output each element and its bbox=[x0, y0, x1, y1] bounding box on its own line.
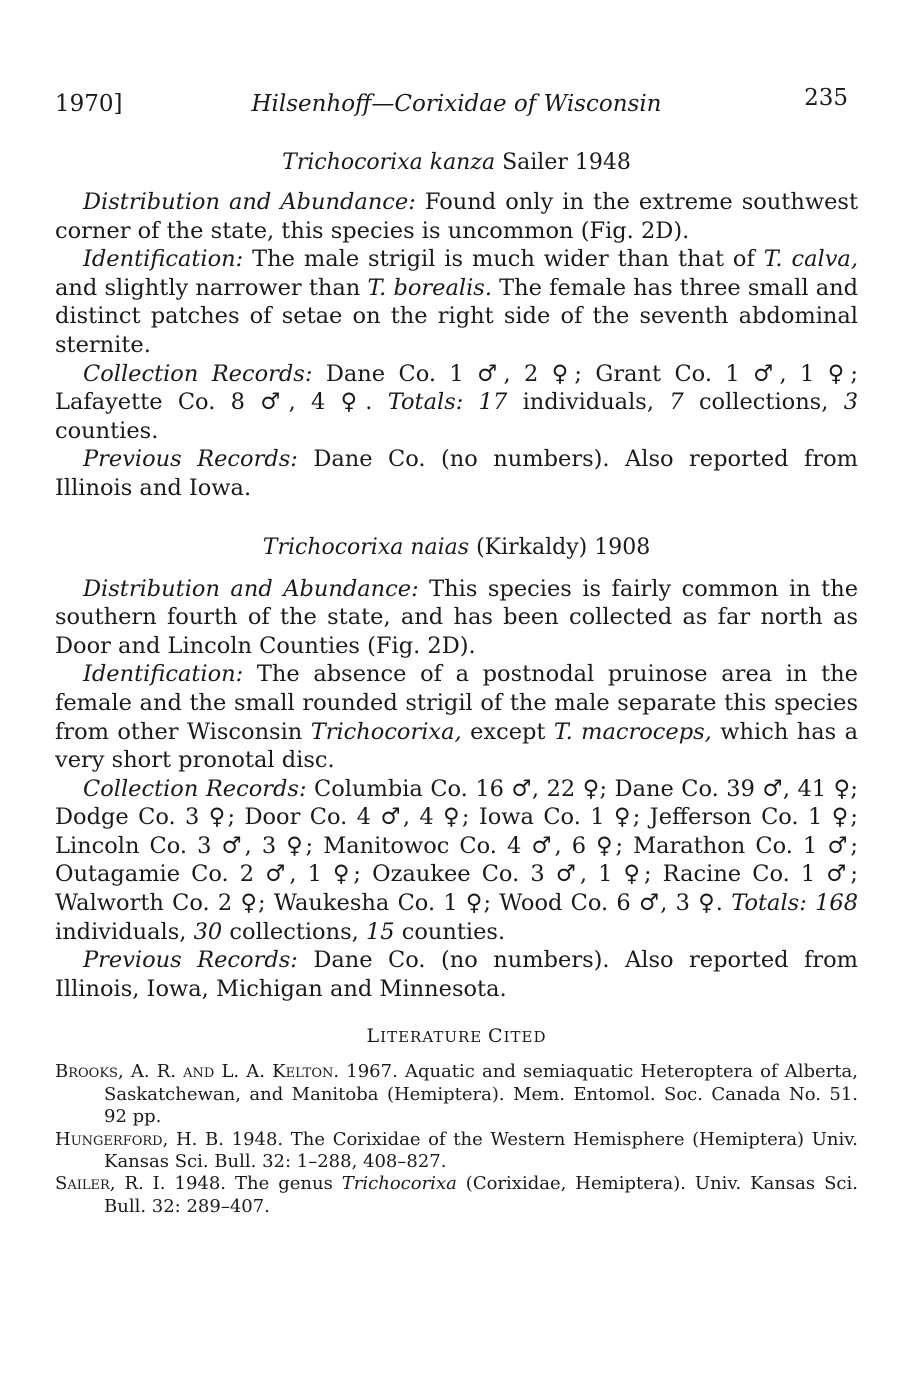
reference-author: Hungerford, H. B. bbox=[55, 1128, 224, 1150]
running-title: Hilsenhoff—Corixidae of Wisconsin bbox=[251, 91, 662, 117]
reference-author: Sailer, R. I. bbox=[55, 1173, 166, 1195]
reference-hungerford bbox=[55, 1129, 858, 1174]
totals-collections: 7 bbox=[669, 389, 684, 416]
species-section-kanza bbox=[55, 148, 858, 503]
totals-text: counties. bbox=[401, 918, 506, 945]
collection-label: Collection Records: bbox=[83, 775, 307, 802]
heading-rest: ITERATURE bbox=[380, 1028, 489, 1047]
identification-label: Identification: bbox=[83, 246, 244, 273]
species-reference: T. calva, bbox=[763, 246, 858, 273]
identification-text: The absence of a postnodal pruinose area in the female and the small rounded strigil of the male separate this species from other Wisconsin bbox=[55, 661, 858, 745]
previous-records-paragraph bbox=[55, 445, 858, 502]
reference-brooks bbox=[55, 1061, 858, 1128]
previous-label: Previous Records: bbox=[83, 446, 298, 473]
collection-paragraph bbox=[55, 360, 858, 446]
collection-label: Collection Records: bbox=[83, 360, 313, 387]
heading-initial: L bbox=[366, 1025, 381, 1048]
distribution-label: Distribution and Abundance: bbox=[83, 189, 416, 215]
literature-cited-heading bbox=[55, 1025, 858, 1047]
species-name: Trichocorixa kanza bbox=[282, 150, 496, 175]
previous-text: Dane Co. (no numbers). Also reported from Illinois, Iowa, Michigan and Minnesota. bbox=[55, 947, 858, 1002]
genus-reference: Trichocorixa, bbox=[310, 718, 462, 745]
reference-sailer bbox=[55, 1173, 858, 1218]
species-heading bbox=[55, 533, 858, 563]
previous-label: Previous Records: bbox=[83, 947, 298, 974]
running-head bbox=[55, 85, 858, 121]
totals-text: collections, bbox=[698, 389, 829, 416]
distribution-text: This species is fairly common in the southern fourth of the state, and has been collected as far north as Door and Lincoln Counties (Fig. 2D). bbox=[55, 575, 859, 659]
reference-author: Brooks, A. R. and L. A. Kelton. bbox=[55, 1061, 340, 1083]
totals-text: collections, bbox=[229, 918, 359, 945]
species-name: Trichocorixa naias bbox=[262, 534, 470, 560]
distribution-paragraph bbox=[55, 575, 858, 661]
totals-individuals: 17 bbox=[478, 389, 508, 416]
totals-text: individuals, bbox=[522, 389, 654, 416]
totals-text: counties. bbox=[55, 417, 159, 444]
identification-text: and slightly narrower than bbox=[55, 274, 361, 301]
identification-paragraph bbox=[55, 245, 858, 359]
totals-collections: 30 bbox=[193, 918, 223, 945]
literature-cited-section bbox=[55, 1025, 858, 1218]
collection-paragraph bbox=[55, 775, 858, 947]
identification-label: Identification: bbox=[83, 661, 244, 688]
identification-text: The female has three small and distinct patches of setae on the right side of the seventh abdominal sternite. bbox=[55, 274, 859, 358]
identification-text: except bbox=[470, 718, 546, 745]
heading-initial: C bbox=[488, 1025, 504, 1048]
distribution-text: Found only in the extreme southwest corner of the state, this species is uncommon (Fig. 2D). bbox=[55, 189, 858, 244]
species-reference: T. borealis. bbox=[367, 274, 492, 301]
previous-text: Dane Co. (no numbers). Also reported from Illinois and Iowa. bbox=[55, 446, 858, 501]
reference-genus: Trichocorixa bbox=[341, 1173, 457, 1195]
identification-paragraph bbox=[55, 660, 858, 774]
totals-label: Totals: bbox=[387, 389, 464, 416]
species-author: Sailer 1948 bbox=[502, 150, 631, 175]
identification-text: which has a very short pronotal disc. bbox=[55, 718, 859, 774]
totals-individuals: 168 bbox=[815, 890, 859, 917]
totals-counties: 15 bbox=[365, 918, 395, 945]
species-reference: T. macroceps, bbox=[553, 718, 712, 745]
page bbox=[55, 85, 858, 1218]
previous-records-paragraph bbox=[55, 946, 858, 1003]
distribution-paragraph bbox=[55, 188, 858, 245]
heading-rest: ITED bbox=[503, 1028, 547, 1047]
totals-text: individuals, bbox=[55, 918, 187, 945]
identification-text: The male strigil is much wider than that of bbox=[252, 246, 755, 273]
page-number: 235 bbox=[804, 85, 848, 111]
collection-text: Dane Co. 1 ♂, 2 ♀; Grant Co. 1 ♂, 1 ♀; Lafayette Co. 8 ♂, 4 ♀. bbox=[55, 360, 859, 416]
reference-text: 1948. The genus bbox=[174, 1173, 333, 1195]
totals-counties: 3 bbox=[843, 389, 859, 416]
reference-text: 1948. The Corixidae of the Western Hemisphere (Hemiptera) Univ. Kansas Sci. Bull. 32: 1–288, 408–827. bbox=[104, 1128, 858, 1173]
species-section-naias bbox=[55, 533, 858, 1004]
collection-text: Columbia Co. 16 ♂, 22 ♀; Dane Co. 39 ♂, 41 ♀; Dodge Co. 3 ♀; Door Co. 4 ♂, 4 ♀; Iowa Co. 1 ♀; Jefferson Co. 1 ♀; Lincoln Co. 3 ♂, 3 ♀; Manitowoc Co. 4 ♂, 6 ♀; Marathon Co. 1 ♂; Outagamie Co. 2 ♂, 1 ♀; Ozaukee Co. 3 ♂, 1 ♀; Racine Co. 1 ♂; Walworth Co. 2 ♀; Waukesha Co. 1 ♀; Wood Co. 6 ♂, 3 ♀. bbox=[55, 775, 859, 917]
species-heading bbox=[55, 148, 858, 178]
species-author: (Kirkaldy) 1908 bbox=[476, 534, 651, 560]
distribution-label: Distribution and Abundance: bbox=[83, 575, 419, 602]
reference-text: (Corixidae, Hemiptera). Univ. Kansas Sci. Bull. 32: 289–407. bbox=[104, 1173, 858, 1217]
totals-label: Totals: bbox=[731, 890, 807, 917]
reference-text: 1967. Aquatic and semiaquatic Heteroptera of Alberta, Saskatchewan, and Manitoba (Hemiptera). Mem. Entomol. Soc. Canada No. 51. 92 pp. bbox=[104, 1061, 858, 1128]
volume-year: 1970] bbox=[55, 91, 123, 117]
